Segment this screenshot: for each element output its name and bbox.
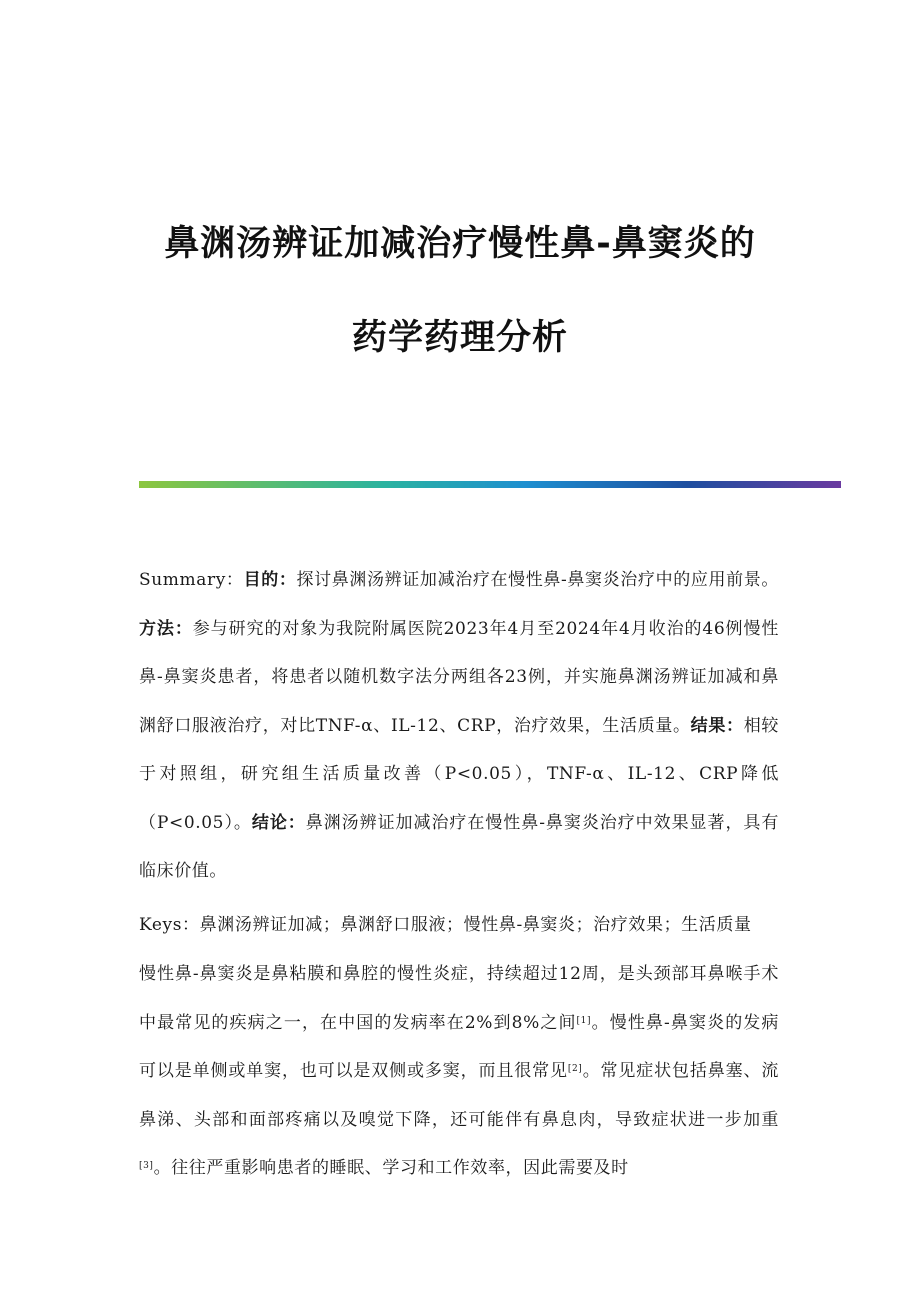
intro-text-2: 。慢性鼻-鼻窦炎的发病可以是单侧或单窦，也可以是双侧或多窦，而且很常见 bbox=[139, 1012, 780, 1081]
results-label: 结果： bbox=[690, 715, 744, 736]
citation-1: [1] bbox=[576, 1015, 592, 1026]
intro-paragraph bbox=[139, 950, 779, 1193]
title-line-1: 鼻渊汤辨证加减治疗慢性鼻-鼻窦炎的 bbox=[164, 224, 756, 264]
conclusion-label: 结论： bbox=[251, 812, 306, 833]
citation-3: [3] bbox=[139, 1161, 154, 1171]
gradient-divider bbox=[139, 481, 841, 488]
summary-label: Summary： bbox=[139, 570, 244, 590]
objective-text: 探讨鼻渊汤辨证加减治疗在慢性鼻-鼻窦炎治疗中的应用前景。 bbox=[296, 570, 779, 590]
objective-label: 目的： bbox=[243, 570, 297, 590]
keywords-paragraph bbox=[139, 901, 779, 950]
intro-text-4: 。往往严重影响患者的睡眠、学习和工作效率，因此需要及时 bbox=[153, 1158, 629, 1178]
intro-text-1: 慢性鼻-鼻窦炎是鼻粘膜和鼻腔的慢性炎症，持续超过12周，是头颈部耳鼻喉手术中最常见的疾病之一，在中国的发病率在2%到8%之间 bbox=[139, 964, 779, 1033]
intro-text-3: 。常见症状包括鼻塞、流鼻涕、头部和面部疼痛以及嗅觉下降，还可能伴有鼻息肉，导致症状进一步加重 bbox=[139, 1061, 779, 1130]
citation-2: [2] bbox=[567, 1064, 583, 1074]
keys-label: Keys： bbox=[139, 915, 200, 935]
results-text: 相较于对照组，研究组生活质量改善（P<0.05），TNF-α、IL-12、CRP降低（P<0.05）。 bbox=[139, 715, 779, 833]
summary-paragraph bbox=[139, 556, 779, 896]
keys-text: 鼻渊汤辨证加减；鼻渊舒口服液；慢性鼻-鼻窦炎；治疗效果；生活质量 bbox=[199, 915, 752, 935]
methods-label: 方法： bbox=[139, 618, 193, 639]
methods-text: 参与研究的对象为我院附属医院2023年4月至2024年4月收治的46例慢性鼻-鼻窦炎患者，将患者以随机数字法分两组各23例，并实施鼻渊汤辨证加减和鼻渊舒口服液治疗，对比TNF-α、IL-12、CRP，治疗效果，生活质量。 bbox=[139, 618, 779, 736]
title-line-2: 药学药理分析 bbox=[351, 318, 568, 358]
conclusion-text: 鼻渊汤辨证加减治疗在慢性鼻-鼻窦炎治疗中效果显著，具有临床价值。 bbox=[139, 812, 779, 881]
